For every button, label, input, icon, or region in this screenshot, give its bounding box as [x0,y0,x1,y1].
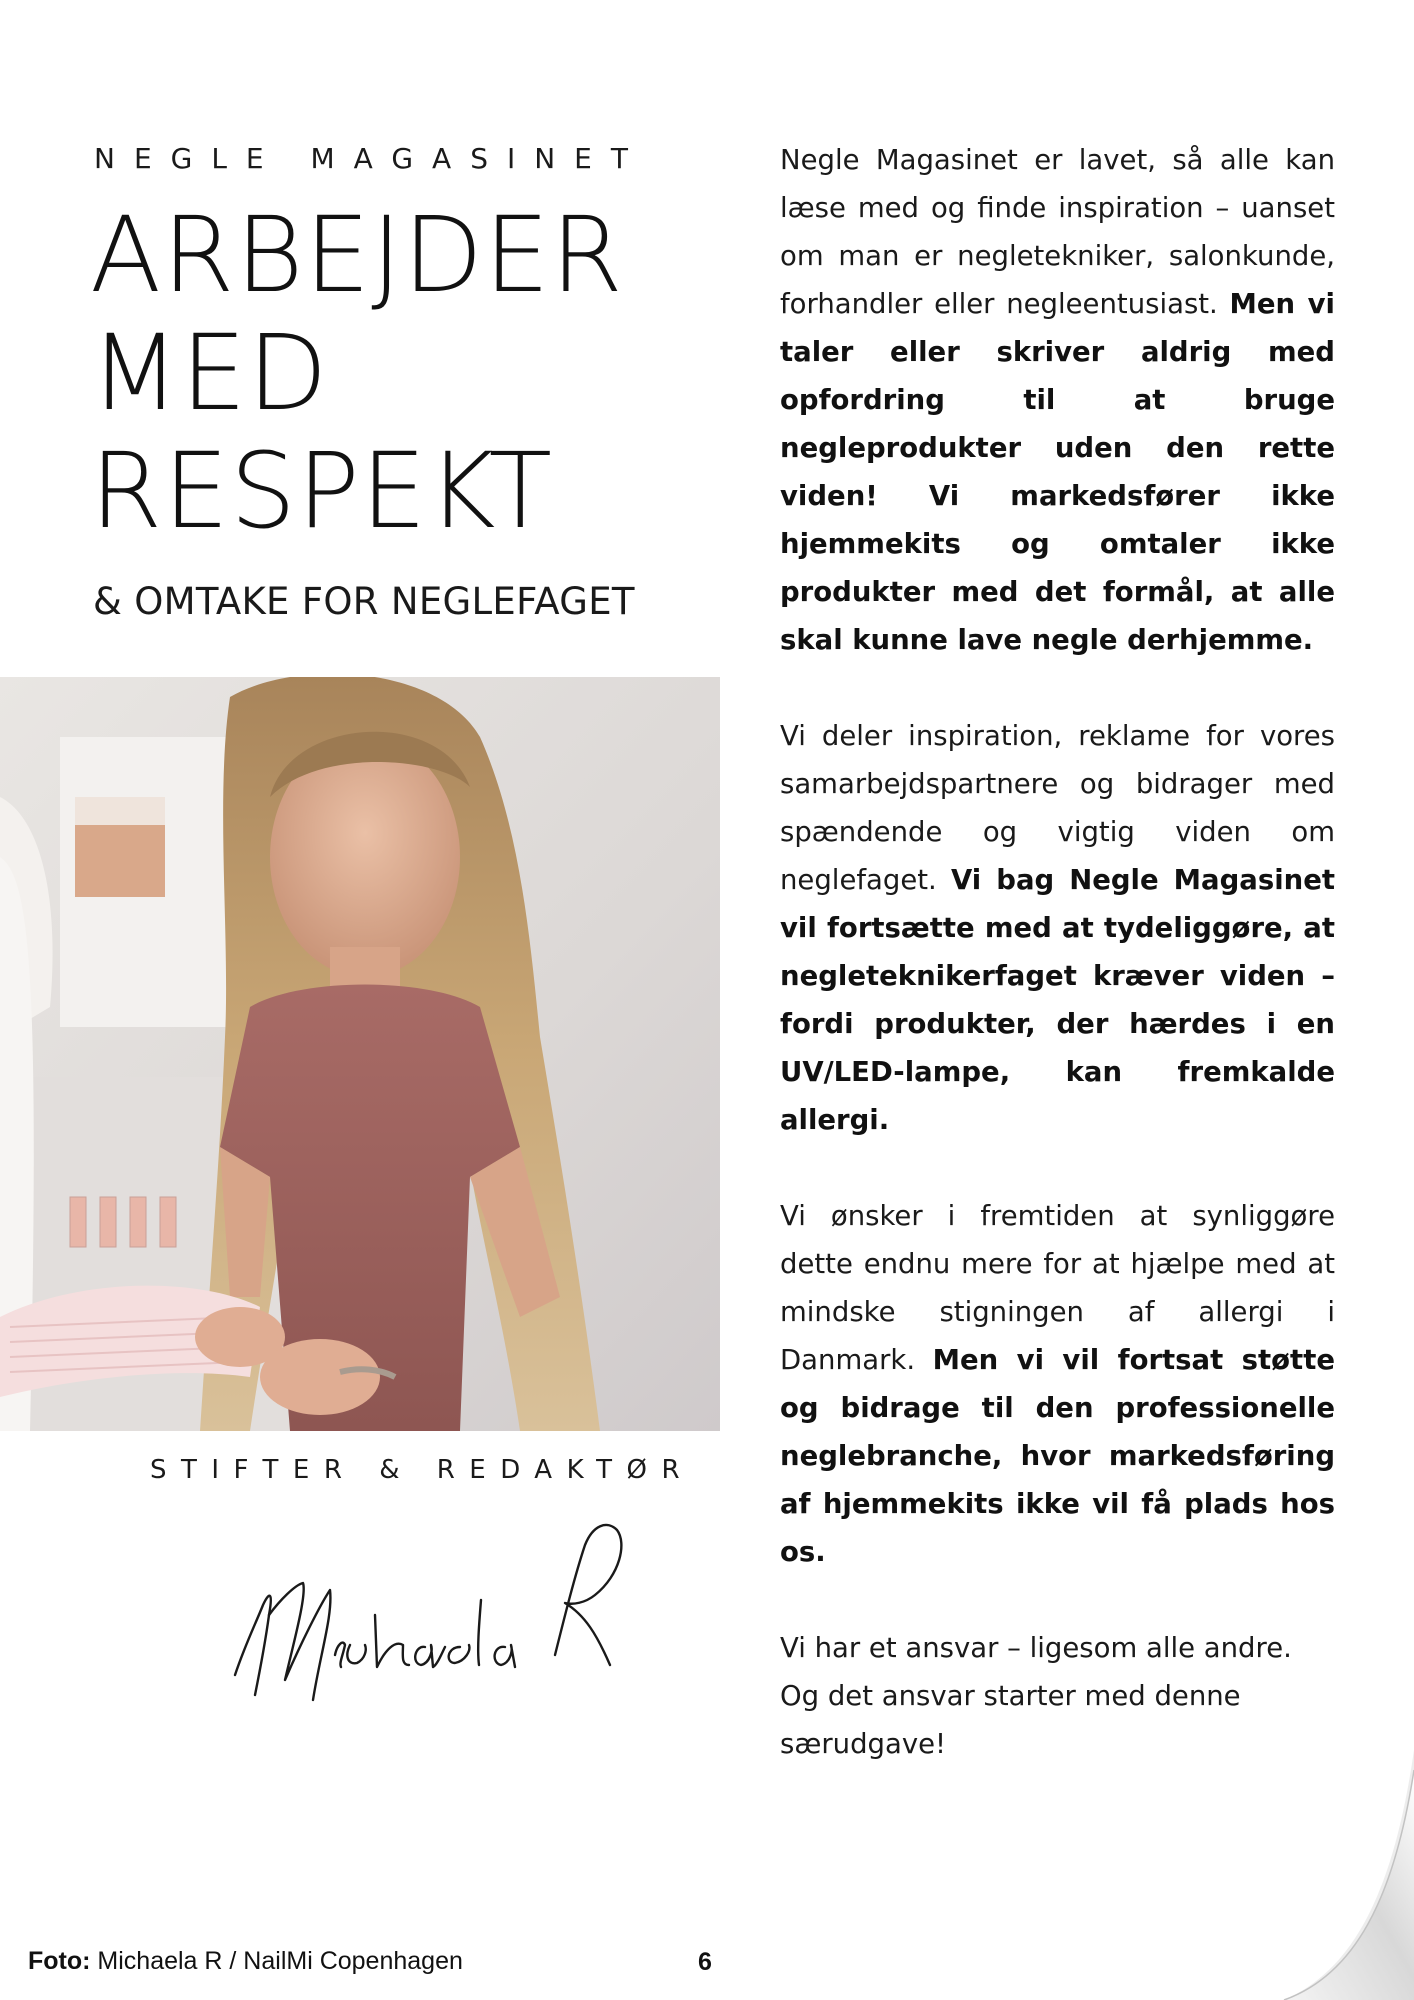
paragraph-2-text: Vi deler inspiration, reklame for vores samarbejdspartnere og bidrager med spændende og vigtig viden om neglefaget. [780,720,1335,896]
article-paragraph-2 [780,712,1335,1144]
article-paragraph-1 [780,136,1335,664]
signature-michaela-r [225,1505,665,1715]
page-number: 6 [698,1948,712,1976]
magazine-kicker: NEGLE MAGASINET [94,142,647,175]
article-body [780,136,1335,1816]
paragraph-1-text: Negle Magasinet er lavet, så alle kan læse med og finde inspiration – uanset om man er negletekniker, salonkunde, forhandler eller negleentusiast. [780,144,1335,320]
article-paragraph-3 [780,1192,1335,1576]
page-curl-graphic [1244,1750,1414,2000]
paragraph-3-text: Vi ønsker i fremtiden at synliggøre dette endnu mere for at hjælpe med at mindske stigningen af allergi i Danmark. [780,1200,1335,1376]
editor-photo-illustration [0,677,720,1431]
photo-credit-text: Michaela R / NailMi Copenhagen [90,1947,463,1975]
page-curl-icon [1244,1750,1414,2000]
headline-line-1: ARBEJDER [90,194,624,316]
paragraph-3-emphasis: Men vi vil fortsat støtte og bidrage til den professionelle neglebranche, hvor markedsføring af hjemmekits ikke vil få plads hos os. [780,1344,1336,1568]
handwritten-signature [225,1505,665,1715]
headline-line-3: RESPEKT [90,430,554,552]
headline-line-2: MED [90,312,329,434]
page-subtitle: & OMTAKE FOR NEGLEFAGET [93,580,635,623]
photo-credit-label: Foto: [28,1947,91,1975]
author-role: STIFTER & REDAKTØR [150,1455,695,1485]
photo-credit [28,1947,463,1976]
article-paragraph-4 [780,1624,1335,1768]
editor-photo [0,677,720,1431]
page-headline [90,196,730,550]
paragraph-1-emphasis: Men vi taler eller skriver aldrig med opfordring til at bruge negleprodukter uden den rette viden! Vi markedsfører ikke hjemmekits og omtaler ikke produkter med det formål, at alle skal kunne lave negle derhjemme. [780,288,1335,656]
paragraph-2-emphasis: Vi bag Negle Magasinet vil fortsætte med at tydeliggøre, at negleteknikerfaget kræver viden – fordi produkter, der hærdes i en UV/LED-lampe, kan fremkalde allergi. [780,864,1335,1136]
paragraph-4-text: Vi har et ansvar – ligesom alle andre. Og det ansvar starter med denne særudgave! [780,1632,1292,1760]
